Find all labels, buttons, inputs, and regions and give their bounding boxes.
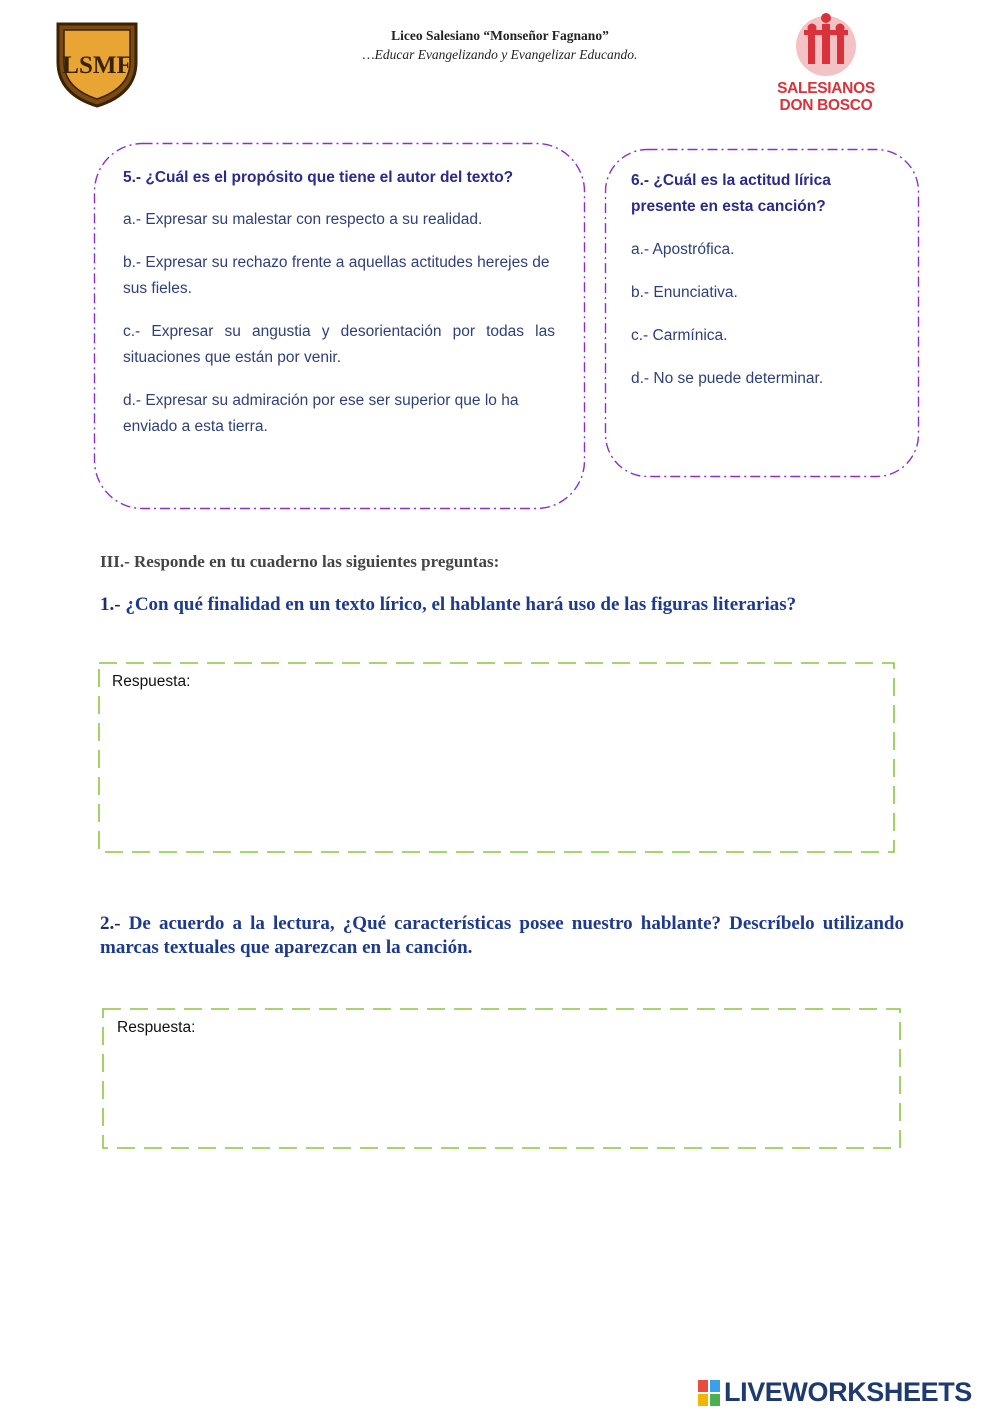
question-6-option-c[interactable]: c.- Carmínica. bbox=[631, 327, 728, 344]
school-crest-logo bbox=[52, 16, 142, 108]
question-1 bbox=[100, 594, 920, 616]
school-motto: …Educar Evangelizando y Evangelizar Educando. bbox=[362, 47, 638, 62]
crest-text: LSMF bbox=[62, 52, 132, 79]
answer-box-2-border bbox=[102, 1008, 901, 1149]
section-3-heading: III.- Responde en tu cuaderno las siguientes preguntas: bbox=[100, 552, 500, 571]
answer-2-label: Respuesta: bbox=[117, 1019, 196, 1036]
answer-box-1-border bbox=[98, 662, 895, 853]
question-6-option-a[interactable]: a.- Apostrófica. bbox=[631, 241, 735, 258]
question-6-title: 6.- ¿Cuál es la actitud lírica presente en esta canción? bbox=[631, 172, 831, 215]
liveworksheets-icon bbox=[698, 1380, 720, 1406]
question-2 bbox=[100, 912, 904, 960]
question-5-option-b[interactable]: b.- Expresar su rechazo frente a aquellas actitudes herejes de sus fieles. bbox=[123, 254, 550, 297]
question-1-text: ¿Con qué finalidad en un texto lírico, el hablante hará uso de las figuras literarias? bbox=[125, 594, 797, 615]
answer-1-label: Respuesta: bbox=[112, 673, 191, 690]
answer-box-1[interactable] bbox=[98, 662, 895, 853]
question-1-number: 1.- bbox=[100, 594, 121, 615]
school-name: Liceo Salesiano “Monseñor Fagnano” bbox=[391, 28, 609, 43]
logo-line-2: DON BOSCO bbox=[779, 97, 873, 114]
question-5-box bbox=[93, 142, 586, 510]
question-6-box bbox=[604, 148, 920, 478]
question-5-title: 5.- ¿Cuál es el propósito que tiene el autor del texto? bbox=[123, 169, 514, 186]
question-5-option-d[interactable]: d.- Expresar su admiración por ese ser superior que lo ha enviado a esta tierra. bbox=[123, 392, 519, 435]
answer-box-2[interactable] bbox=[102, 1008, 901, 1149]
question-2-number: 2.- bbox=[100, 913, 121, 934]
logo-line-1: SALESIANOS bbox=[777, 80, 875, 97]
question-2-text: De acuerdo a la lectura, ¿Qué características posee nuestro hablante? Descríbelo utilizando marcas textuales que aparezcan en la canción. bbox=[100, 913, 904, 958]
question-6-option-d[interactable]: d.- No se puede determinar. bbox=[631, 370, 824, 387]
liveworksheets-brand: LIVEWORKSHEETS bbox=[724, 1377, 972, 1407]
question-6-option-b[interactable]: b.- Enunciativa. bbox=[631, 284, 738, 301]
question-5-option-c[interactable]: c.- Expresar su angustia y desorientación por todas las situaciones que están por venir. bbox=[123, 323, 555, 366]
question-5-option-a[interactable]: a.- Expresar su malestar con respecto a su realidad. bbox=[123, 211, 483, 228]
salesianos-don-bosco-text bbox=[766, 80, 886, 114]
